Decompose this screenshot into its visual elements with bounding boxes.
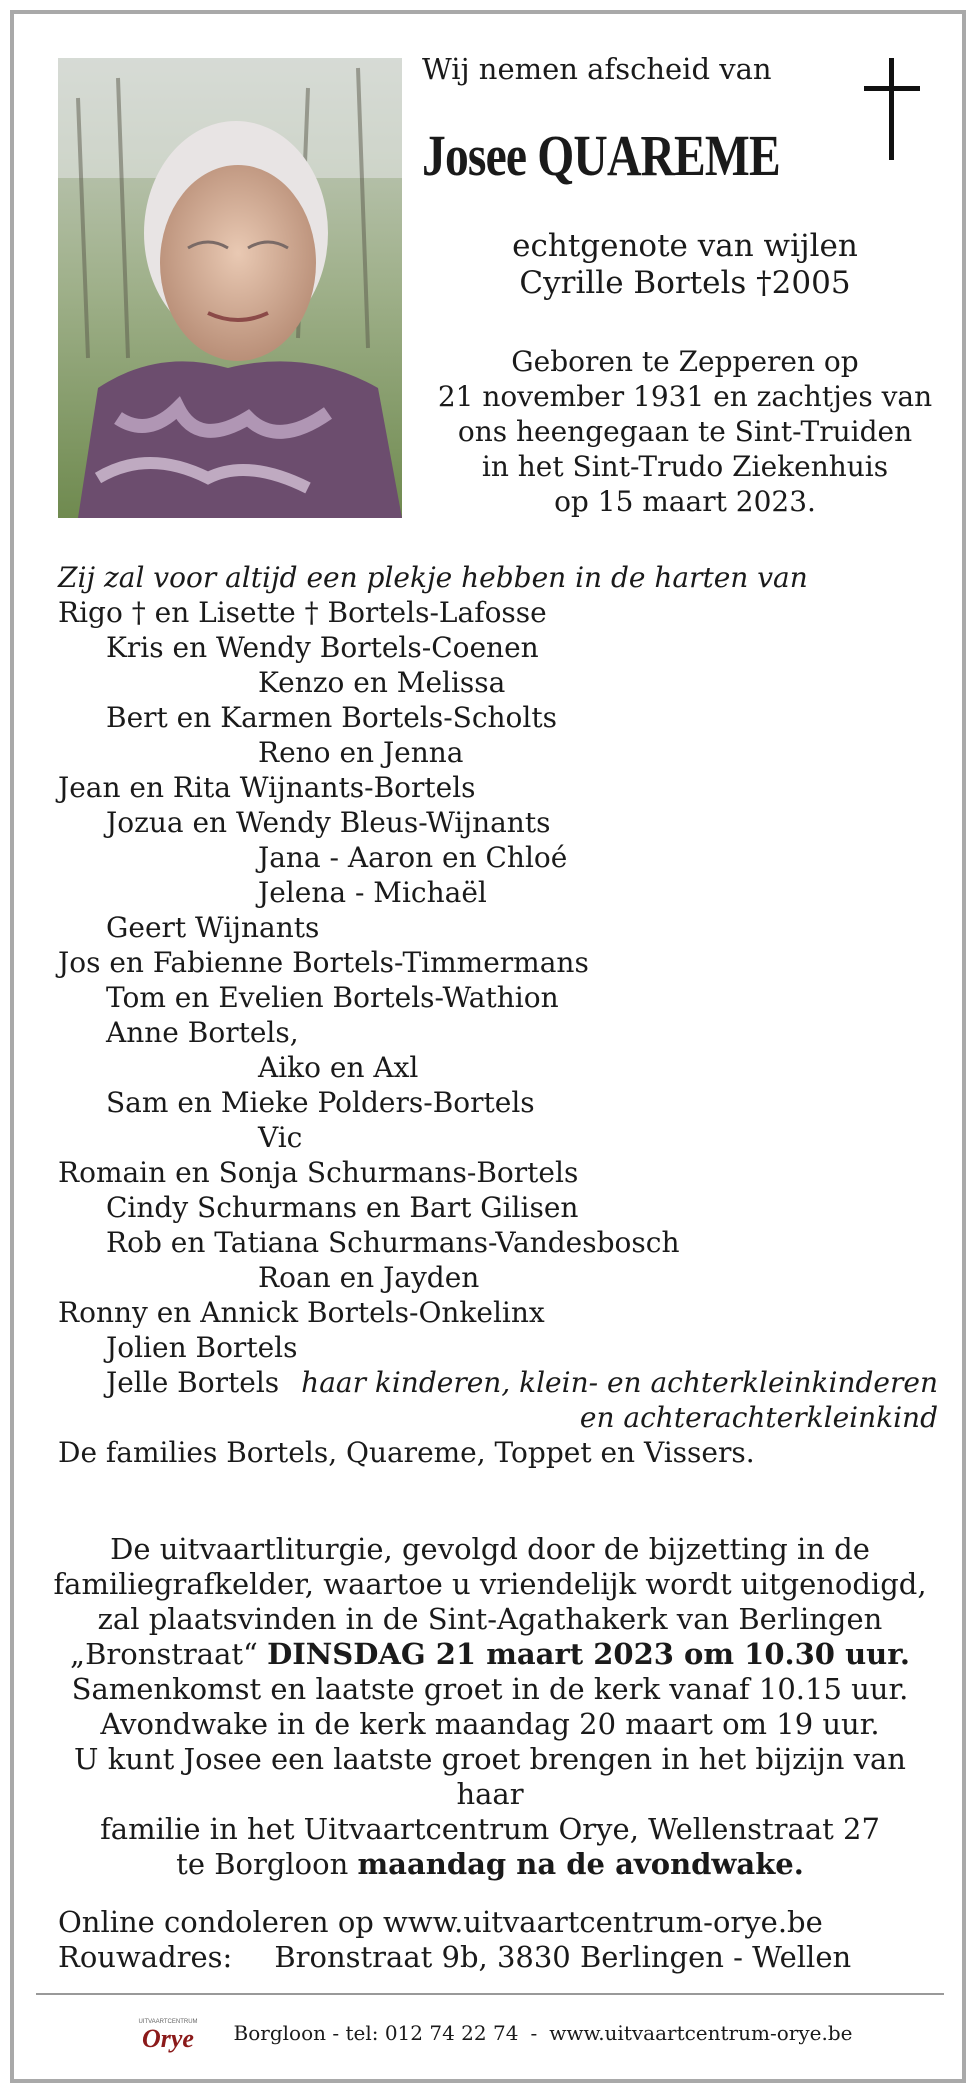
service-line: Avondwake in de kerk maandag 20 maart om 19 uur. bbox=[100, 1707, 880, 1741]
family-row bbox=[58, 1190, 938, 1225]
family-member: Ronny en Annick Bortels-Onkelinx bbox=[58, 1296, 545, 1329]
footer-info: Borgloon - tel: 012 74 22 74 bbox=[233, 2021, 519, 2045]
family-member: Tom en Evelien Bortels-Wathion bbox=[106, 981, 559, 1014]
service-place: te Borgloon bbox=[176, 1847, 349, 1881]
family-intro: Zij zal voor altijd een plekje hebben in de harten van bbox=[58, 561, 808, 594]
orye-logo bbox=[128, 2013, 208, 2053]
family-row bbox=[58, 910, 938, 945]
family-member: De families Bortels, Quareme, Toppet en Vissers. bbox=[58, 1436, 755, 1469]
family-row bbox=[58, 1330, 938, 1365]
family-row bbox=[58, 770, 938, 805]
spouse-line: Cyrille Bortels †2005 bbox=[519, 265, 851, 301]
family-row bbox=[58, 700, 938, 735]
family-member: Kenzo en Melissa bbox=[258, 666, 506, 699]
cross-icon bbox=[862, 58, 922, 160]
family-member: Roan en Jayden bbox=[258, 1261, 480, 1294]
birth-death-block bbox=[412, 344, 958, 519]
family-row bbox=[58, 840, 938, 875]
family-row bbox=[58, 1260, 938, 1295]
family-member: Jolien Bortels bbox=[106, 1331, 298, 1364]
service-line: zal plaatsvinden in de Sint-Agathakerk van Berlingen bbox=[97, 1602, 883, 1636]
family-row bbox=[58, 1155, 938, 1190]
contact-block bbox=[58, 1905, 851, 1975]
family-row bbox=[58, 980, 938, 1015]
family-member: Jana - Aaron en Chloé bbox=[258, 841, 568, 874]
service-line bbox=[40, 1637, 940, 1672]
family-member: Cindy Schurmans en Bart Gilisen bbox=[106, 1191, 579, 1224]
family-member: Geert Wijnants bbox=[106, 911, 320, 944]
service-info bbox=[40, 1532, 940, 1882]
portrait-image bbox=[58, 58, 402, 518]
born-line: op 15 maart 2023. bbox=[554, 485, 816, 518]
online-condolence: Online condoleren op www.uitvaartcentrum-orye.be bbox=[58, 1905, 823, 1939]
deceased-name: Josee QUAREME bbox=[422, 123, 780, 188]
family-member: Bert en Karmen Bortels-Scholts bbox=[106, 701, 557, 734]
family-row bbox=[58, 875, 938, 910]
family-member: Romain en Sonja Schurmans-Bortels bbox=[58, 1156, 579, 1189]
family-member: Kris en Wendy Bortels-Coenen bbox=[106, 631, 539, 664]
footer-divider bbox=[36, 1993, 944, 1995]
family-row bbox=[58, 1050, 938, 1085]
mourning-address bbox=[58, 1940, 851, 1975]
family-row bbox=[58, 1085, 938, 1120]
logo-small-text: UITVAARTCENTRUM bbox=[137, 2019, 198, 2025]
service-line: familiegrafkelder, waartoe u vriendelijk wordt uitgenodigd, bbox=[53, 1567, 927, 1601]
service-line: U kunt Josee een laatste groet brengen in het bijzijn van haar bbox=[74, 1742, 906, 1811]
footer bbox=[0, 2008, 980, 2058]
family-row bbox=[58, 1400, 938, 1435]
family-member: Jozua en Wendy Bleus-Wijnants bbox=[106, 806, 551, 839]
family-row bbox=[58, 595, 938, 630]
family-member: Sam en Mieke Polders-Bortels bbox=[106, 1086, 535, 1119]
born-line: ons heengegaan te Sint-Truiden bbox=[457, 415, 913, 448]
orye-logo-icon bbox=[128, 2013, 208, 2053]
family-member: Jelle Bortels bbox=[106, 1366, 280, 1399]
family-member: Vic bbox=[258, 1121, 303, 1154]
family-member: Rigo † en Lisette † Bortels-Lafosse bbox=[58, 596, 547, 629]
family-note: en achterachterkleinkind bbox=[579, 1401, 938, 1434]
service-line: familie in het Uitvaartcentrum Orye, Wellenstraat 27 bbox=[100, 1812, 880, 1846]
address-label: Rouwadres: bbox=[58, 1940, 233, 1974]
service-location: „Bronstraat“ bbox=[70, 1637, 258, 1671]
family-row bbox=[58, 1365, 938, 1400]
family-row bbox=[58, 945, 938, 980]
born-line: Geboren te Zepperen op bbox=[511, 345, 859, 378]
service-line bbox=[40, 1847, 940, 1882]
family-row bbox=[58, 1120, 938, 1155]
logo-text: Orye bbox=[141, 2024, 194, 2053]
born-line: in het Sint-Trudo Ziekenhuis bbox=[481, 450, 889, 483]
born-line: 21 november 1931 en zachtjes van bbox=[437, 380, 933, 413]
family-row bbox=[58, 735, 938, 770]
family-member: Jos en Fabienne Bortels-Timmermans bbox=[58, 946, 589, 979]
service-line: Samenkomst en laatste groet in de kerk vanaf 10.15 uur. bbox=[71, 1672, 909, 1706]
family-member: Rob en Tatiana Schurmans-Vandesbosch bbox=[106, 1226, 680, 1259]
service-date: DINSDAG 21 maart 2023 om 10.30 uur. bbox=[267, 1637, 910, 1671]
footer-separator: - bbox=[530, 2021, 538, 2045]
family-row bbox=[58, 1295, 938, 1330]
footer-website[interactable]: www.uitvaartcentrum-orye.be bbox=[549, 2021, 853, 2045]
service-line: De uitvaartliturgie, gevolgd door de bijzetting in de bbox=[110, 1532, 870, 1566]
family-member: Anne Bortels, bbox=[106, 1016, 299, 1049]
service-visit-time: maandag na de avondwake. bbox=[357, 1847, 804, 1881]
family-row bbox=[58, 1225, 938, 1260]
family-list bbox=[58, 560, 938, 1470]
family-row bbox=[58, 805, 938, 840]
family-member: Jelena - Michaël bbox=[258, 876, 487, 909]
family-member: Aiko en Axl bbox=[258, 1051, 419, 1084]
family-row bbox=[58, 1435, 938, 1470]
spouse-line: echtgenote van wijlen bbox=[512, 228, 858, 264]
family-member: Reno en Jenna bbox=[258, 736, 464, 769]
family-row bbox=[58, 665, 938, 700]
intro-text: Wij nemen afscheid van bbox=[422, 52, 772, 86]
address-value: Bronstraat 9b, 3830 Berlingen - Wellen bbox=[274, 1940, 852, 1974]
spouse-block bbox=[412, 228, 958, 302]
family-member: Jean en Rita Wijnants-Bortels bbox=[58, 771, 476, 804]
family-row bbox=[58, 630, 938, 665]
portrait-photo bbox=[58, 58, 402, 518]
family-note: haar kinderen, klein- en achterkleinkinderen bbox=[301, 1366, 938, 1399]
family-row bbox=[58, 1015, 938, 1050]
